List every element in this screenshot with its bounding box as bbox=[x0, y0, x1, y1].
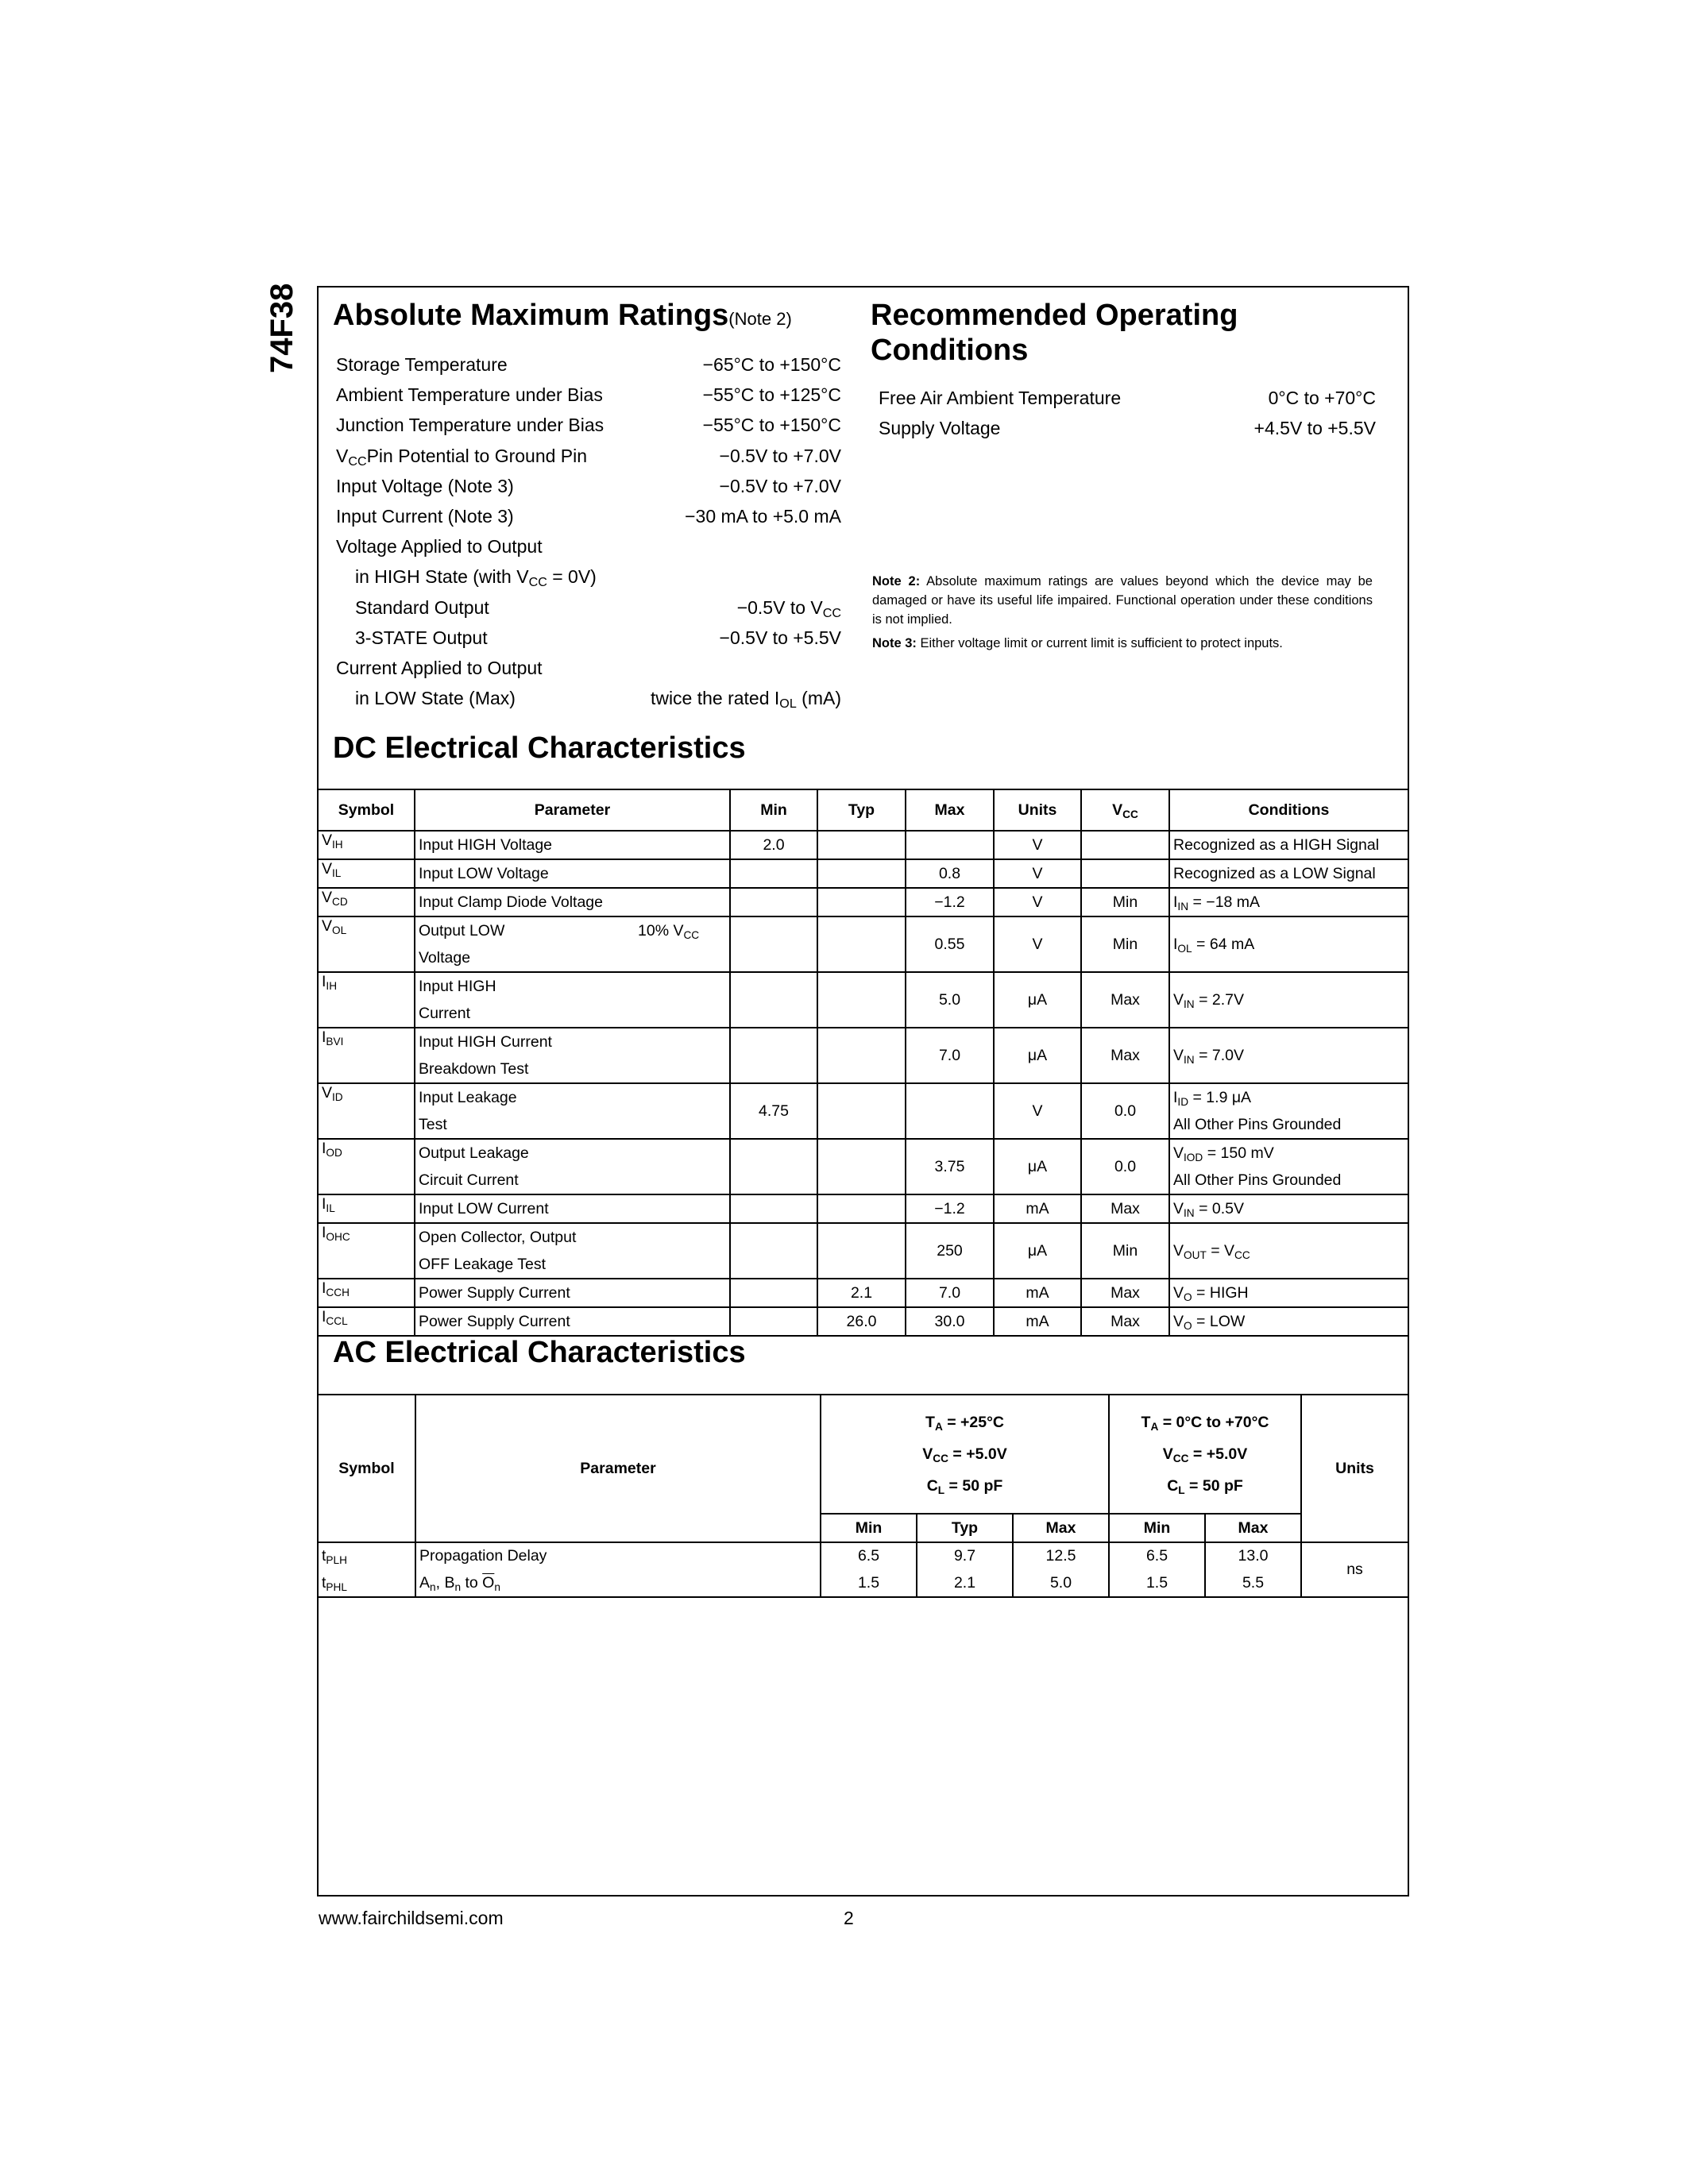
ac-parameter: $A_n$, $B_n$ to $\overline{O}_n$ bbox=[415, 1570, 821, 1598]
abs-max-label: in LOW State (Max) bbox=[355, 688, 516, 709]
dc-max: 0.55 bbox=[906, 916, 994, 972]
abs-max-label: Input Voltage (Note 3) bbox=[336, 475, 514, 496]
abs-max-label: Ambient Temperature under Bias bbox=[336, 384, 603, 406]
dc-conditions: $I_{ID} = 1.9$ μA All Other Pins Grounded bbox=[1169, 1083, 1408, 1139]
dc-vcc: 0.0 bbox=[1081, 1083, 1169, 1139]
dc-min bbox=[730, 1139, 817, 1194]
abs-max-label: 3-STATE Output bbox=[355, 627, 488, 648]
abs-max-value: −55°C to +150°C bbox=[702, 415, 841, 436]
dc-header-units: Units bbox=[994, 789, 1081, 831]
dc-vcc: Min bbox=[1081, 888, 1169, 916]
dc-vcc: Max bbox=[1081, 1028, 1169, 1083]
abs-max-row bbox=[336, 380, 841, 410]
dc-parameter: Output Leakage Circuit Current bbox=[415, 1139, 730, 1194]
dc-min bbox=[730, 972, 817, 1028]
abs-max-label: $V_{CC}Pin$ Potential to Ground Pin bbox=[336, 445, 588, 469]
dc-max bbox=[906, 831, 994, 859]
dc-parameter: Input HIGH Current Breakdown Test bbox=[415, 1028, 730, 1083]
ac-parameter: Propagation Delay bbox=[415, 1542, 821, 1570]
dc-max: −1.2 bbox=[906, 888, 994, 916]
dc-row bbox=[319, 1083, 1408, 1139]
abs-max-label: Voltage Applied to Output bbox=[336, 536, 543, 558]
abs-max-row bbox=[336, 501, 841, 531]
dc-conditions: $V_{IN} = 0.5V$ bbox=[1169, 1194, 1408, 1223]
dc-min bbox=[730, 1194, 817, 1223]
dc-max: 7.0 bbox=[906, 1028, 994, 1083]
footer-url[interactable]: www.fairchildsemi.com bbox=[319, 1908, 504, 1928]
ac-header-parameter: Parameter bbox=[415, 1395, 821, 1542]
abs-max-row bbox=[336, 653, 841, 683]
dc-units: V bbox=[994, 859, 1081, 888]
dc-max: 0.8 bbox=[906, 859, 994, 888]
dc-row bbox=[319, 1139, 1408, 1194]
dc-units: mA bbox=[994, 1194, 1081, 1223]
dc-symbol: $I_{IL}$ bbox=[319, 1194, 415, 1223]
dc-row bbox=[319, 1223, 1408, 1279]
dc-header-max: Max bbox=[906, 789, 994, 831]
dc-vcc: Max bbox=[1081, 972, 1169, 1028]
dc-units: μA bbox=[994, 972, 1081, 1028]
dc-header-symbol: Symbol bbox=[319, 789, 415, 831]
dc-units: mA bbox=[994, 1307, 1081, 1336]
ac-units: ns bbox=[1301, 1542, 1408, 1597]
dc-min bbox=[730, 859, 817, 888]
dc-max: 7.0 bbox=[906, 1279, 994, 1307]
dc-conditions: $V_{IN} = 7.0V$ bbox=[1169, 1028, 1408, 1083]
dc-symbol: $V_{ID}$ bbox=[319, 1083, 415, 1139]
dc-row bbox=[319, 888, 1408, 916]
dc-row bbox=[319, 972, 1408, 1028]
dc-parameter: Power Supply Current bbox=[415, 1307, 730, 1336]
abs-max-label: Junction Temperature under Bias bbox=[336, 415, 605, 436]
dc-conditions: $I_{OL} = 64$ mA bbox=[1169, 916, 1408, 972]
rec-op-row: Supply Voltage +4.5V to +5.5V bbox=[879, 418, 1376, 438]
ac-symbol: $t_{PLH}$ bbox=[319, 1542, 415, 1570]
dc-conditions: $V_O$ = HIGH bbox=[1169, 1279, 1408, 1307]
dc-conditions: $V_{IN} = 2.7V$ bbox=[1169, 972, 1408, 1028]
dc-parameter: Open Collector, Output OFF Leakage Test bbox=[415, 1223, 730, 1279]
dc-min: 2.0 bbox=[730, 831, 817, 859]
dc-min bbox=[730, 1279, 817, 1307]
abs-max-row bbox=[355, 683, 841, 713]
note-3: Note 3: Either voltage limit or current limit is sufficient to protect inputs. bbox=[872, 636, 1283, 650]
dc-parameter: Input HIGH Current bbox=[415, 972, 730, 1028]
dc-parameter: Power Supply Current bbox=[415, 1279, 730, 1307]
abs-max-value: −65°C to +150°C bbox=[702, 354, 841, 375]
ac-g2-min: 6.5 bbox=[1109, 1542, 1205, 1570]
dc-conditions: $I_{IN} = -18$ mA bbox=[1169, 888, 1408, 916]
ac-header-g1-min: Min bbox=[821, 1514, 917, 1542]
dc-parameter: Input Clamp Diode Voltage bbox=[415, 888, 730, 916]
dc-typ: 2.1 bbox=[817, 1279, 906, 1307]
dc-typ bbox=[817, 1028, 906, 1083]
dc-symbol: $I_{OHC}$ bbox=[319, 1223, 415, 1279]
dc-min bbox=[730, 1307, 817, 1336]
dc-units: mA bbox=[994, 1279, 1081, 1307]
dc-units: V bbox=[994, 1083, 1081, 1139]
dc-vcc bbox=[1081, 859, 1169, 888]
dc-header-typ: Typ bbox=[817, 789, 906, 831]
dc-vcc: 0.0 bbox=[1081, 1139, 1169, 1194]
dc-max: 250 bbox=[906, 1223, 994, 1279]
dc-symbol: $V_{IH}$ bbox=[319, 831, 415, 859]
abs-max-row bbox=[355, 623, 841, 653]
dc-row bbox=[319, 831, 1408, 859]
abs-max-row bbox=[336, 531, 841, 561]
dc-symbol: $V_{OL}$ bbox=[319, 916, 415, 972]
dc-max: −1.2 bbox=[906, 1194, 994, 1223]
dc-units: V bbox=[994, 916, 1081, 972]
dc-row bbox=[319, 859, 1408, 888]
rec-op-row: Free Air Ambient Temperature 0°C to +70°C bbox=[879, 388, 1376, 408]
abs-max-label: Input Current (Note 3) bbox=[336, 506, 514, 527]
dc-typ bbox=[817, 1194, 906, 1223]
dc-symbol: $I_{BVI}$ bbox=[319, 1028, 415, 1083]
dc-typ bbox=[817, 916, 906, 972]
abs-max-value: −0.5V to +5.5V bbox=[719, 627, 841, 648]
ac-g1-typ: 2.1 bbox=[917, 1570, 1013, 1598]
ac-header-symbol: Symbol bbox=[319, 1395, 415, 1542]
abs-max-row bbox=[355, 561, 841, 592]
dc-units: μA bbox=[994, 1139, 1081, 1194]
dc-conditions: Recognized as a LOW Signal bbox=[1169, 859, 1408, 888]
ac-g2-max: 5.5 bbox=[1205, 1570, 1301, 1598]
ac-header-units: Units bbox=[1301, 1395, 1408, 1542]
dc-typ bbox=[817, 1083, 906, 1139]
dc-typ bbox=[817, 972, 906, 1028]
ac-row bbox=[319, 1570, 1408, 1598]
dc-units: V bbox=[994, 831, 1081, 859]
abs-max-label: in HIGH State (with $V_{CC} = 0V$) bbox=[355, 566, 597, 590]
dc-row bbox=[319, 1028, 1408, 1083]
ac-header-group1: $T_A = +25^\circ C$ $V_{CC} = +5.0V$ $C_L = 50$ pF bbox=[821, 1395, 1109, 1514]
abs-max-row bbox=[336, 410, 841, 440]
page-number: 2 bbox=[844, 1908, 854, 1928]
ac-header-g1-typ: Typ bbox=[917, 1514, 1013, 1542]
ac-row bbox=[319, 1542, 1408, 1570]
dc-symbol: $V_{IL}$ bbox=[319, 859, 415, 888]
ac-g2-min: 1.5 bbox=[1109, 1570, 1205, 1598]
dc-min bbox=[730, 888, 817, 916]
ac-header-g1-max: Max bbox=[1013, 1514, 1109, 1542]
dc-vcc: Max bbox=[1081, 1307, 1169, 1336]
abs-max-value: −55°C to +125°C bbox=[702, 384, 841, 406]
ac-symbol: $t_{PHL}$ bbox=[319, 1570, 415, 1598]
abs-max-title: Absolute Maximum Ratings(Note 2) bbox=[333, 299, 792, 332]
dc-conditions: $V_{OUT} = V_{CC}$ bbox=[1169, 1223, 1408, 1279]
dc-typ bbox=[817, 888, 906, 916]
notes bbox=[872, 572, 1373, 653]
dc-conditions: $V_O$ = LOW bbox=[1169, 1307, 1408, 1336]
dc-vcc: Max bbox=[1081, 1279, 1169, 1307]
dc-conditions: Recognized as a HIGH Signal bbox=[1169, 831, 1408, 859]
dc-header-vcc: $V_{CC}$ bbox=[1081, 789, 1169, 831]
ac-g1-min: 6.5 bbox=[821, 1542, 917, 1570]
abs-max-row bbox=[336, 349, 841, 380]
dc-vcc: Min bbox=[1081, 916, 1169, 972]
dc-row bbox=[319, 1194, 1408, 1223]
dc-parameter: Input LOW Current bbox=[415, 1194, 730, 1223]
abs-max-label: Standard Output bbox=[355, 596, 489, 618]
dc-conditions: $V_{IOD} = 150$ mV All Other Pins Grounded bbox=[1169, 1139, 1408, 1194]
dc-typ bbox=[817, 859, 906, 888]
dc-units: V bbox=[994, 888, 1081, 916]
rec-op-title: Recommended Operating Conditions bbox=[871, 299, 1238, 367]
ac-title: AC Electrical Characteristics bbox=[333, 1336, 746, 1369]
dc-parameter: Output LOW Voltage 10% $V_{CC}$ bbox=[415, 916, 730, 972]
dc-units: μA bbox=[994, 1028, 1081, 1083]
dc-symbol: $I_{OD}$ bbox=[319, 1139, 415, 1194]
dc-header-min: Min bbox=[730, 789, 817, 831]
abs-max-row bbox=[336, 471, 841, 501]
dc-min bbox=[730, 916, 817, 972]
abs-max-row bbox=[355, 592, 841, 623]
dc-symbol: $I_{CCH}$ bbox=[319, 1279, 415, 1307]
abs-max-row bbox=[336, 441, 841, 471]
ac-g2-max: 13.0 bbox=[1205, 1542, 1301, 1570]
dc-vcc: Min bbox=[1081, 1223, 1169, 1279]
dc-typ: 26.0 bbox=[817, 1307, 906, 1336]
dc-typ bbox=[817, 1223, 906, 1279]
note-2: Note 2: Absolute maximum ratings are values beyond which the device may be damaged or have its useful life impaired. Functional operation under these conditions is not implied. bbox=[872, 574, 1373, 627]
ac-g1-typ: 9.7 bbox=[917, 1542, 1013, 1570]
dc-max: 30.0 bbox=[906, 1307, 994, 1336]
dc-symbol: $I_{IH}$ bbox=[319, 972, 415, 1028]
abs-max-label: Current Applied to Output bbox=[336, 658, 543, 678]
dc-symbol: $V_{CD}$ bbox=[319, 888, 415, 916]
dc-vcc: Max bbox=[1081, 1194, 1169, 1223]
dc-max: 5.0 bbox=[906, 972, 994, 1028]
dc-max bbox=[906, 1083, 994, 1139]
abs-max-label: Storage Temperature bbox=[336, 354, 508, 375]
dc-vcc bbox=[1081, 831, 1169, 859]
ac-header-g2-min: Min bbox=[1109, 1514, 1205, 1542]
dc-min: 4.75 bbox=[730, 1083, 817, 1139]
abs-max-value: −0.5V to $V_{CC}$ bbox=[736, 596, 841, 620]
dc-typ bbox=[817, 1139, 906, 1194]
dc-row bbox=[319, 916, 1408, 972]
dc-symbol: $I_{CCL}$ bbox=[319, 1307, 415, 1336]
abs-max-value: twice the rated $I_{OL}$ (mA) bbox=[650, 688, 841, 712]
dc-units: μA bbox=[994, 1223, 1081, 1279]
side-part-number: 74F38 bbox=[265, 283, 299, 373]
ac-g1-max: 12.5 bbox=[1013, 1542, 1109, 1570]
dc-parameter: Input LOW Voltage bbox=[415, 859, 730, 888]
dc-parameter: Input Leakage Test bbox=[415, 1083, 730, 1139]
dc-row bbox=[319, 1279, 1408, 1307]
ac-table bbox=[319, 1394, 1408, 1598]
abs-max-value: −0.5V to +7.0V bbox=[719, 445, 841, 466]
dc-row bbox=[319, 1307, 1408, 1336]
dc-table bbox=[319, 789, 1408, 1337]
ac-g1-min: 1.5 bbox=[821, 1570, 917, 1598]
ac-header-group2: $T_A = 0^\circ C$ to +70°C $V_{CC} = +5.0V$ $C_L = 50$ pF bbox=[1109, 1395, 1301, 1514]
ac-g1-max: 5.0 bbox=[1013, 1570, 1109, 1598]
ac-header-g2-max: Max bbox=[1205, 1514, 1301, 1542]
dc-header-conditions: Conditions bbox=[1169, 789, 1408, 831]
dc-typ bbox=[817, 831, 906, 859]
abs-max-value: −30 mA to +5.0 mA bbox=[685, 506, 841, 527]
abs-max-value: −0.5V to +7.0V bbox=[719, 475, 841, 496]
dc-max: 3.75 bbox=[906, 1139, 994, 1194]
dc-title: DC Electrical Characteristics bbox=[333, 731, 746, 765]
dc-min bbox=[730, 1028, 817, 1083]
dc-parameter: Input HIGH Voltage bbox=[415, 831, 730, 859]
dc-header-parameter: Parameter bbox=[415, 789, 730, 831]
dc-min bbox=[730, 1223, 817, 1279]
